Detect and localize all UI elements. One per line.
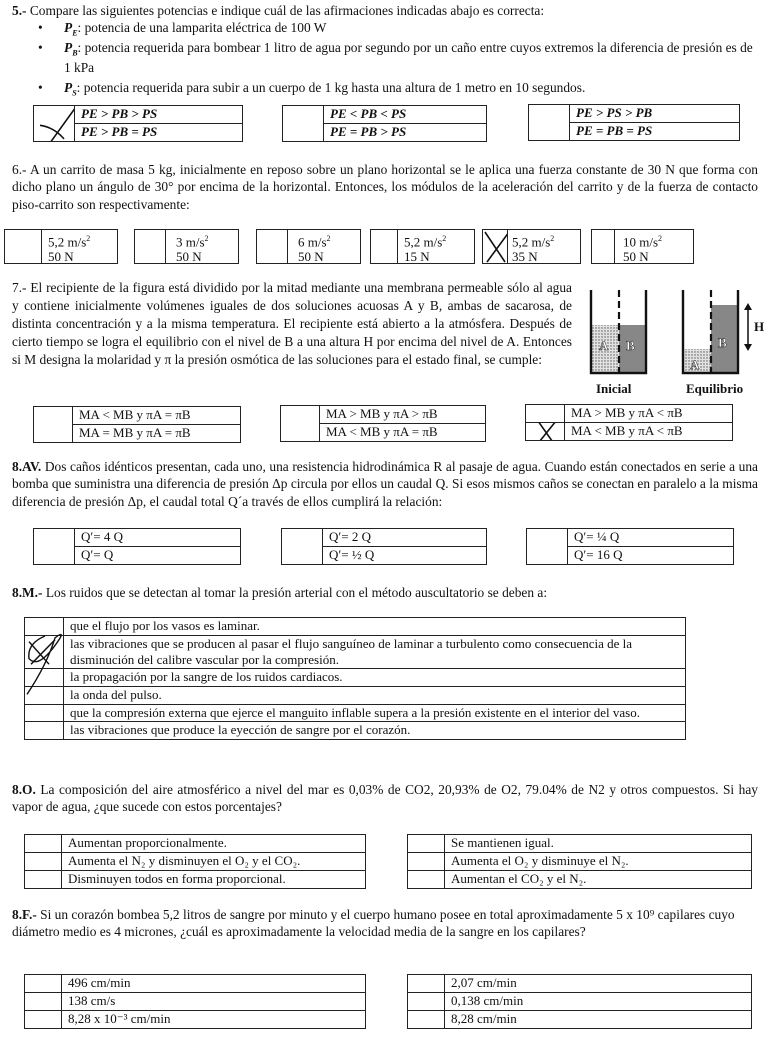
- q6-option[interactable]: 5,2 $m/s^2$ 15 N: [370, 229, 475, 264]
- q8o-prompt: [12, 781, 758, 816]
- q8o-number: 8.O.: [12, 782, 36, 797]
- q8m-answer-checkbox[interactable]: [25, 618, 64, 636]
- q6-accel: 10 m/s: [623, 234, 659, 250]
- q7-option-text: MA < MB y πA = πB: [73, 407, 241, 425]
- q8f-option-text: 8,28 cm/min: [445, 1010, 752, 1028]
- option-row[interactable]: [408, 852, 752, 870]
- svg-text:A: A: [690, 357, 700, 372]
- q7-answer-checkbox[interactable]: [34, 407, 73, 443]
- q8m-answer-checkbox[interactable]: [25, 635, 64, 668]
- q8av-option-text: Q′= 16 Q: [568, 546, 734, 564]
- option-row[interactable]: [25, 1010, 366, 1028]
- option-row[interactable]: [25, 635, 686, 668]
- q5-option-text: PE < PB < PS: [324, 106, 487, 124]
- option-row[interactable]: [526, 405, 733, 423]
- option-row[interactable]: [281, 406, 486, 424]
- q8o-option-text: Aumenta el O₂ y disminuye el N₂.: [445, 852, 752, 870]
- q6-option[interactable]: 10 $m/s^2$ 50 N: [591, 229, 694, 264]
- q5-option-text: PE > PS > PB: [570, 105, 740, 123]
- q8f-option-text: 2,07 cm/min: [445, 975, 752, 993]
- option-row[interactable]: [408, 870, 752, 888]
- q6-option[interactable]: 5,2 $m/s^2$ 35 N: [482, 229, 581, 264]
- q6-answer-checkbox[interactable]: [483, 230, 508, 263]
- q6-force: 50 N: [48, 249, 74, 265]
- q5-answer-checkbox[interactable]: [283, 106, 324, 142]
- q6-accel: 6 m/s: [298, 234, 327, 250]
- q5-bullet: • $P_B$: potencia requerida para bombear 1 litro de agua por segundo por un caño entre cuyos extremos la diferencia de presión es de 1 kPa: [38, 39, 756, 76]
- q8f-number: 8.F.-: [12, 907, 37, 922]
- option-row[interactable]: [529, 105, 740, 123]
- q8av-options-group-3: [526, 528, 734, 565]
- q6-accel: 5,2 m/s: [512, 234, 551, 250]
- q6-number: 6.-: [12, 162, 27, 177]
- q7-answer-checkbox[interactable]: [526, 405, 565, 423]
- q5-options-group-2: [282, 105, 487, 142]
- q6-accel: 5,2 m/s: [48, 234, 87, 250]
- q5-number: 5.-: [12, 3, 27, 18]
- q5-answer-checkbox[interactable]: [529, 105, 570, 141]
- q5-option-text: PE = PB > PS: [324, 123, 487, 141]
- q7-prompt-text: El recipiente de la figura está dividido por la mitad mediante una membrana permeable sólo al agua y contiene inicialmente volúmenes iguales de dos soluciones acuosas A y B, ambas de sacarosa, de distinta concentración y a la misma temperatura. El recipiente está abierto a la atmósfera. Después de cierto tiempo se logra el equilibrio con el nivel de B a una altura H por encima del nivel de A. Entonces si M designa la molaridad y π la presión osmótica de las soluciones para el estado final, se cumple:: [12, 280, 572, 367]
- q6-force: 50 N: [176, 249, 202, 265]
- q8av-options-group-2: [281, 528, 487, 565]
- option-row[interactable]: [25, 721, 686, 739]
- q7-options-group-2: [280, 405, 486, 442]
- cross-mark-icon: [34, 106, 74, 141]
- q8o-answer-checkbox[interactable]: [25, 835, 62, 853]
- svg-text:H: H: [754, 319, 765, 334]
- q8av-option-text: Q′= 4 Q: [75, 529, 241, 547]
- q7-option-text: MA > MB y πA < πB: [565, 405, 733, 423]
- q8f-option-text: 8,28 x 10⁻³ cm/min: [62, 1010, 366, 1028]
- q7-number: 7.-: [12, 280, 27, 295]
- q8m-prompt: [12, 584, 758, 601]
- q8av-prompt: [12, 458, 758, 510]
- q8f-answer-checkbox[interactable]: [408, 1010, 445, 1028]
- q8o-option-text: Aumentan proporcionalmente.: [62, 835, 366, 853]
- option-row[interactable]: [34, 529, 241, 547]
- q5-bullet: • $P_E$: potencia de una lamparita eléctrica de 100 W: [38, 19, 756, 39]
- q6-force: 50 N: [298, 249, 324, 265]
- q7-option-text: MA > MB y πA > πB: [320, 406, 486, 424]
- q6-answer-checkbox[interactable]: [592, 230, 615, 263]
- q8m-answer-checkbox[interactable]: [25, 704, 64, 721]
- q8m-option-text: la propagación por la sangre de los ruidos cardiacos.: [64, 668, 686, 686]
- q6-prompt: [12, 161, 758, 213]
- q6-option[interactable]: 6 $m/s^2$ 50 N: [256, 229, 361, 264]
- q5-prompt-text: Compare las siguientes potencias e indique cuál de las afirmaciones indicadas abajo es correcta:: [29, 3, 545, 18]
- q7-option-text: MA = MB y πA = πB: [73, 424, 241, 442]
- q8m-option-text: que el flujo por los vasos es laminar.: [64, 618, 686, 636]
- option-row[interactable]: [408, 992, 752, 1010]
- q6-prompt-text: A un carrito de masa 5 kg, inicialmente en reposo sobre un plano horizontal se le aplica una fuerza constante de 30 N que forma con dicho plano un ángulo de 30° por encima de la horizontal. Entonces, los módulos de la aceleración del carrito y de la fuerza de contacto piso-carrito son respectivamente:: [12, 162, 759, 212]
- q8o-answer-checkbox[interactable]: [408, 870, 445, 888]
- q8m-answer-checkbox[interactable]: [25, 668, 64, 686]
- q5-options-group-1: [33, 105, 243, 142]
- q5-option-text: PE = PB = PS: [570, 122, 740, 140]
- q8f-option-text: 496 cm/min: [62, 975, 366, 993]
- q5-option-text: PE > PB = PS: [75, 123, 243, 141]
- q8f-options-group-1: [24, 974, 366, 1029]
- q7-prompt: [12, 279, 572, 369]
- q8o-option-text: Aumenta el N₂ y disminuyen el O₂ y el CO₂.: [62, 852, 366, 870]
- caption-initial: Inicial: [596, 381, 632, 396]
- q6-force: 35 N: [512, 249, 538, 265]
- q8f-option-text: 0,138 cm/min: [445, 992, 752, 1010]
- svg-text:B: B: [718, 335, 727, 350]
- q8m-options: [24, 617, 686, 740]
- option-row[interactable]: [25, 704, 686, 721]
- q7-option-text: MA < MB y πA = πB: [320, 423, 486, 441]
- option-row[interactable]: [527, 529, 734, 547]
- q8f-options-group-2: [407, 974, 752, 1029]
- q8f-answer-checkbox[interactable]: [25, 975, 62, 993]
- q6-answer-checkbox[interactable]: [135, 230, 166, 263]
- q7-options-group-3: [525, 404, 733, 441]
- option-row[interactable]: [283, 106, 487, 124]
- cross-mark-icon: [526, 423, 564, 440]
- equilibrium-container: [683, 290, 764, 373]
- q8f-answer-checkbox[interactable]: [408, 992, 445, 1010]
- q6-force: 50 N: [623, 249, 649, 265]
- q8m-option-text: las vibraciones que se producen al pasar el flujo sanguíneo de laminar a turbulento como consecuencia de la disminución del calibre vascular por la compresión.: [64, 635, 686, 668]
- option-row[interactable]: [25, 852, 366, 870]
- q8av-option-text: Q′= ½ Q: [323, 546, 487, 564]
- q8m-number: 8.M.-: [12, 585, 43, 600]
- osmosis-figure: [586, 285, 766, 400]
- q8m-answer-checkbox[interactable]: [25, 721, 64, 739]
- q8o-prompt-text: La composición del aire atmosférico a nivel del mar es 0,03% de CO2, 20,93% de O2, 79.04% de N2 y otros compuestos. Si hay vapor de agua, ¿que sucede con estos porcentajes?: [12, 782, 758, 815]
- q8av-answer-checkbox[interactable]: [282, 529, 323, 565]
- q8f-answer-checkbox[interactable]: [408, 975, 445, 993]
- q8f-prompt-text: Si un corazón bombea 5,2 litros de sangre por minuto y el cuerpo humano posee en total aproximadamente 5 x 10⁹ capilares cuyo diámetro medio es 4 micrones, ¿cuál es aproximadamente la velocidad media de la sangre en los capilares?: [12, 907, 735, 940]
- q8o-option-text: Aumentan el CO₂ y el N₂.: [445, 870, 752, 888]
- q6-accel: 5,2 m/s: [404, 234, 443, 250]
- q8f-answer-checkbox[interactable]: [25, 992, 62, 1010]
- q8av-prompt-text: Dos caños idénticos presentan, cada uno, una resistencia hidrodinámica R al pasaje de agua. Cuando están conectados en serie a una bomba que suministra una diferencia de presión Δp circula por ellos un caudal Q. Si esos mismos caños se conectan en paralelo a la misma diferencia de presión Δp, el caudal total Q´a través de ellos cumplirá la relación:: [12, 459, 758, 509]
- q8o-answer-checkbox[interactable]: [25, 852, 62, 870]
- svg-text:A: A: [599, 338, 609, 353]
- q8o-options-group-2: [407, 834, 752, 889]
- q8av-answer-checkbox[interactable]: [34, 529, 75, 565]
- option-row[interactable]: [25, 992, 366, 1010]
- q7-options-group-1: [33, 406, 241, 443]
- q8m-option-text: las vibraciones que produce la eyección de sangre por el corazón.: [64, 721, 686, 739]
- q8f-answer-checkbox[interactable]: [25, 1010, 62, 1028]
- svg-text:B: B: [626, 338, 635, 353]
- q8av-option-text: Q′= ¼ Q: [568, 529, 734, 547]
- q8o-options-group-1: [24, 834, 366, 889]
- q6-option[interactable]: 5,2 $m/s^2$ 50 N: [4, 229, 118, 264]
- q5-answer-checkbox[interactable]: [34, 106, 75, 142]
- q6-option[interactable]: 3 $m/s^2$ 50 N: [134, 229, 239, 264]
- option-row[interactable]: [408, 975, 752, 993]
- q8o-answer-checkbox[interactable]: [408, 835, 445, 853]
- q8m-option-text: la onda del pulso.: [64, 686, 686, 704]
- q5-bullet: • $P_S$: potencia requerida para subir a un cuerpo de 1 kg hasta una altura de 1 metro en 10 segundos.: [38, 79, 756, 99]
- q8av-number: 8.AV.: [12, 459, 42, 474]
- q5-options-group-3: [528, 104, 740, 141]
- q7-option-text: MA < MB y πA < πB: [565, 422, 733, 440]
- option-row[interactable]: [408, 1010, 752, 1028]
- option-row[interactable]: [408, 835, 752, 853]
- q8av-option-text: Q′= Q: [75, 546, 241, 564]
- q7-answer-checkbox[interactable]: [526, 422, 565, 440]
- circled-cross-mark-icon: [25, 636, 63, 668]
- q5-prompt: [12, 2, 758, 19]
- q8o-option-text: Disminuyen todos en forma proporcional.: [62, 870, 366, 888]
- q6-accel: 3 m/s: [176, 234, 205, 250]
- q8f-prompt: [12, 906, 748, 941]
- option-row[interactable]: [282, 529, 487, 547]
- q8av-options-group-1: [33, 528, 241, 565]
- q8o-answer-checkbox[interactable]: [408, 852, 445, 870]
- option-row[interactable]: [526, 422, 733, 440]
- q6-answer-checkbox[interactable]: [5, 230, 42, 263]
- option-row[interactable]: [25, 870, 366, 888]
- initial-container: [591, 290, 646, 373]
- q8m-option-text: que la compresión externa que ejerce el manguito inflable supera a la presión existente en el interior del vaso.: [64, 704, 686, 721]
- option-row[interactable]: [25, 618, 686, 636]
- q6-answer-checkbox[interactable]: [257, 230, 288, 263]
- q7-answer-checkbox[interactable]: [281, 406, 320, 442]
- option-row[interactable]: [25, 835, 366, 853]
- option-row[interactable]: [34, 407, 241, 425]
- q8m-prompt-text: Los ruidos que se detectan al tomar la presión arterial con el método auscultatorio se deben a:: [45, 585, 548, 600]
- cross-mark-icon: [483, 230, 507, 263]
- q8av-answer-checkbox[interactable]: [527, 529, 568, 565]
- q8m-answer-checkbox[interactable]: [25, 686, 64, 704]
- option-row[interactable]: [25, 975, 366, 993]
- q8f-option-text: 138 cm/s: [62, 992, 366, 1010]
- q6-force: 15 N: [404, 249, 430, 265]
- option-row[interactable]: [25, 668, 686, 686]
- option-row[interactable]: [25, 686, 686, 704]
- q5-option-text: PE > PB > PS: [75, 106, 243, 124]
- q6-answer-checkbox[interactable]: [371, 230, 398, 263]
- q8o-option-text: Se mantienen igual.: [445, 835, 752, 853]
- option-row[interactable]: [34, 106, 243, 124]
- q8o-answer-checkbox[interactable]: [25, 870, 62, 888]
- caption-equilibrium: Equilibrio: [686, 381, 744, 396]
- q8av-option-text: Q′= 2 Q: [323, 529, 487, 547]
- q5-bullets: [38, 19, 756, 99]
